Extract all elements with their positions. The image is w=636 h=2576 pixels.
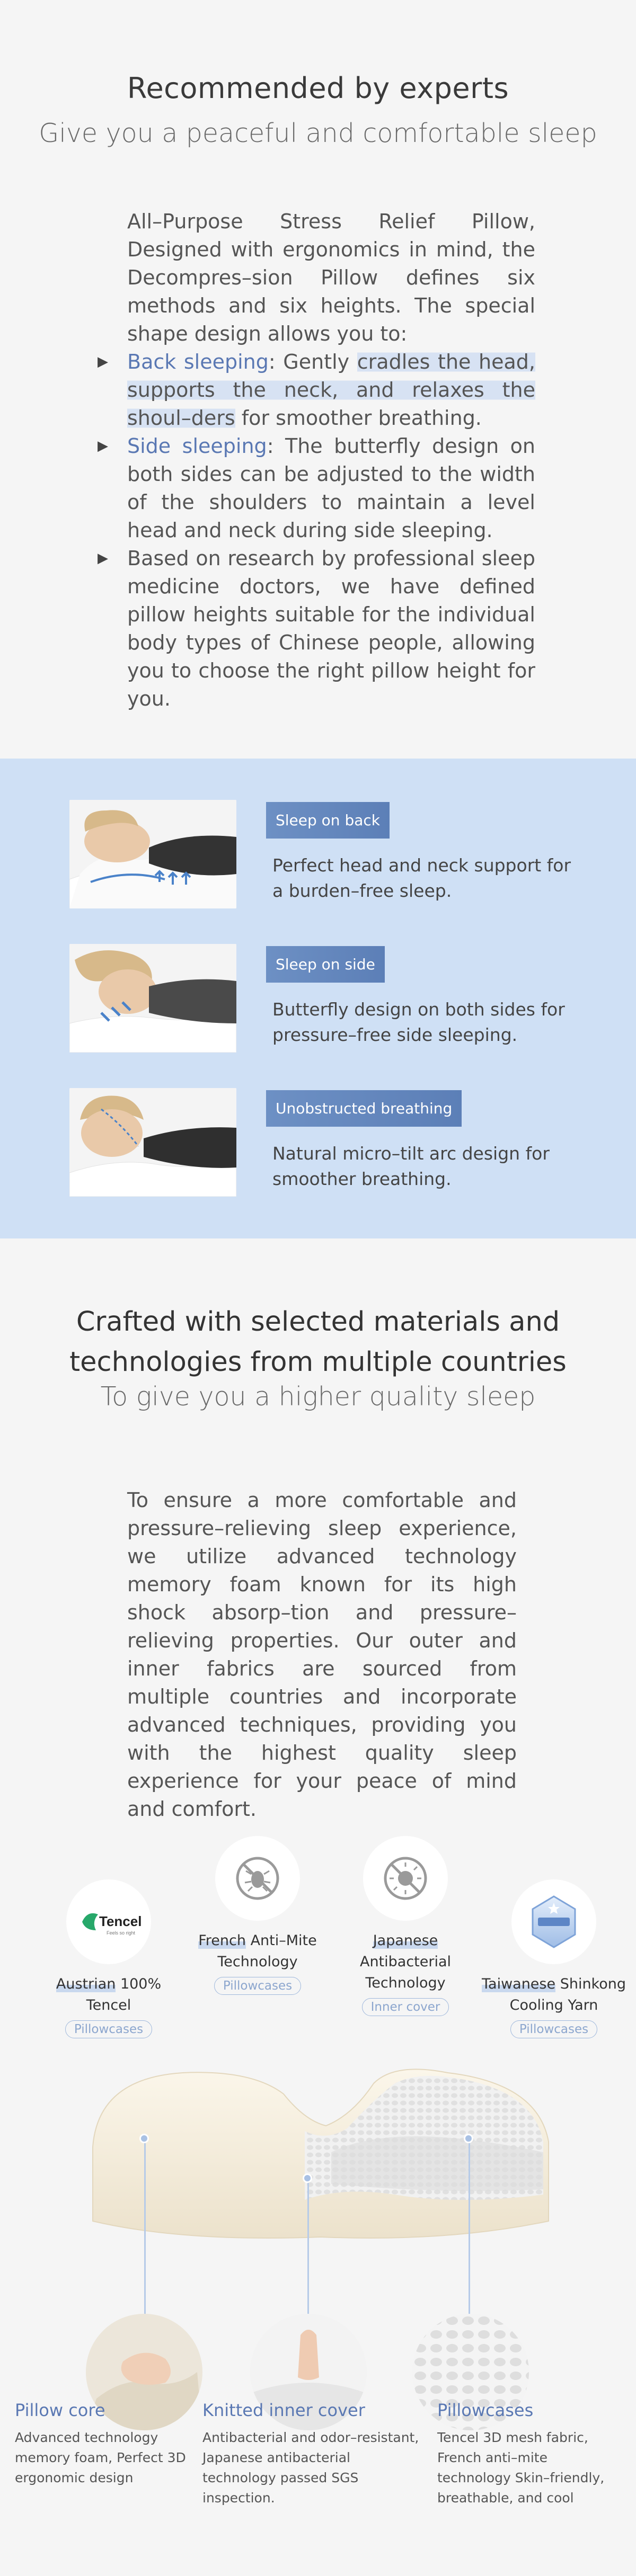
materials-paragraph: To ensure a more comfortable and pressure–relieving sleep experience, we utilize advanced technology memory foam known for its high shock absorp–tion and pressure–relieving properties. Our outer and inner fabrics are sourced from multiple countries and incorporate advanced techniques, providing you with the highest quality sleep experience for your peace of mind and comfort.: [127, 1488, 517, 1821]
connector-line: [469, 2139, 470, 2319]
bullet-text: : The butterfly design on both sides can be adjusted to the width of the shoulders to maintain a level head and neck during side sleeping.: [127, 434, 535, 542]
feature-description: Perfect head and neck support for a burden–free sleep.: [272, 855, 571, 901]
material-anti-mite: [183, 1836, 332, 1995]
benefit-list: [98, 348, 535, 713]
feature-back-sleep: [0, 800, 636, 911]
country-name: Japanese: [373, 1932, 438, 1949]
section-subheading: Give you a peaceful and comfortable sleep: [39, 118, 597, 148]
feature-tag: Sleep on side: [266, 946, 385, 983]
intro-paragraph: All–Purpose Stress Relief Pillow, Designed with ergonomics in mind, the Decompres–sion Pillow defines six methods and six heights. The special shape design allows you to:: [127, 210, 535, 345]
materials-section: [0, 1238, 636, 2576]
material-name: Anti–Mite Technology: [217, 1932, 317, 1970]
highlighted-text: cradles the head, supports the neck, and relaxes the shoul–ders: [127, 350, 535, 430]
application-pill: Inner cover: [362, 1998, 449, 2016]
cooling-yarn-badge-icon: [511, 1879, 596, 1964]
bullet-keyword: Side sleeping: [127, 434, 267, 458]
part-title: Pillow core: [15, 2400, 105, 2420]
connector-line: [307, 2179, 309, 2319]
application-pill: Pillowcases: [65, 2020, 152, 2038]
anti-mite-icon: [215, 1836, 300, 1921]
expert-recommendation-section: [0, 0, 636, 759]
material-cooling-yarn: [477, 1879, 631, 2038]
feature-tag: Unobstructed breathing: [266, 1090, 462, 1127]
part-pillow-core: [15, 2400, 190, 2488]
breathing-photo: [69, 1088, 236, 1197]
part-description: Tencel 3D mesh fabric, French anti–mite technology Skin–friendly, breathable, and cool: [437, 2430, 605, 2506]
heading-line: Crafted with selected materials and: [76, 1306, 560, 1338]
section-heading: [0, 1302, 636, 1383]
part-title: Knitted inner cover: [202, 2400, 365, 2420]
part-pillowcases: [437, 2400, 623, 2508]
feature-description: Butterfly design on both sides for pressure–free side sleeping.: [272, 999, 565, 1045]
material-label: [183, 1930, 332, 1973]
back-sleep-photo: [69, 800, 236, 908]
part-title: Pillowcases: [437, 2400, 534, 2420]
list-item: [98, 432, 535, 545]
feature-breathing: [0, 1088, 636, 1199]
application-pill: Pillowcases: [214, 1977, 301, 1995]
bullet-text: : Gently: [268, 350, 357, 373]
section-heading: Recommended by experts: [127, 72, 509, 105]
antibacterial-icon: [363, 1836, 448, 1921]
material-label: [32, 1974, 186, 2016]
material-tencel: [32, 1879, 186, 2038]
bullet-text: Based on research by professional sleep medicine doctors, we have defined pillow heights suitable for the individual body types of Chinese people, allowing you to choose the right pillow height for you.: [127, 547, 535, 710]
section-subheading: To give you a higher quality sleep: [100, 1381, 536, 1412]
intro-text: [98, 208, 535, 713]
heading-line: technologies from multiple countries: [69, 1347, 567, 1378]
pillow-layers-illustration: [77, 2062, 559, 2263]
sleep-positions-section: [0, 759, 636, 1238]
marker-dot: [139, 2134, 149, 2143]
connector-line: [144, 2139, 146, 2319]
country-name: French: [198, 1932, 246, 1949]
list-item: [98, 348, 535, 432]
side-sleep-photo: [69, 944, 236, 1053]
svg-text:Tencel: Tencel: [99, 1913, 142, 1929]
marker-dot: [464, 2134, 473, 2143]
material-antibacterial: [331, 1836, 480, 2016]
bullet-keyword: Back sleeping: [127, 350, 269, 373]
list-item: [98, 545, 535, 713]
country-name: Austrian: [56, 1976, 116, 1992]
tencel-logo: [66, 1879, 151, 1964]
feature-tag: Sleep on back: [266, 802, 390, 839]
part-description: Advanced technology memory foam, Perfect 3D ergonomic design: [15, 2430, 186, 2485]
part-description: Antibacterial and odor–resistant, Japanese antibacterial technology passed SGS inspection.: [202, 2430, 419, 2506]
svg-text:Feels so right: Feels so right: [107, 1930, 136, 1936]
triangle-bullet-icon: ▶: [98, 550, 108, 566]
material-name: Antibacterial Technology: [359, 1954, 452, 1991]
country-name: Taiwanese: [482, 1976, 556, 1992]
material-label: [331, 1930, 480, 1994]
application-pill: Pillowcases: [510, 2020, 597, 2038]
material-label: [477, 1974, 631, 2016]
bullet-text: for smoother breathing.: [235, 406, 482, 430]
triangle-bullet-icon: ▶: [98, 354, 108, 370]
feature-side-sleep: [0, 944, 636, 1055]
material-name: 100% Tencel: [86, 1976, 162, 2013]
triangle-bullet-icon: ▶: [98, 438, 108, 454]
feature-description: Natural micro–tilt arc design for smoother breathing.: [272, 1143, 550, 1189]
part-inner-cover: [202, 2400, 425, 2508]
marker-dot: [303, 2173, 312, 2183]
material-name: Shinkong Cooling Yarn: [509, 1976, 626, 2013]
